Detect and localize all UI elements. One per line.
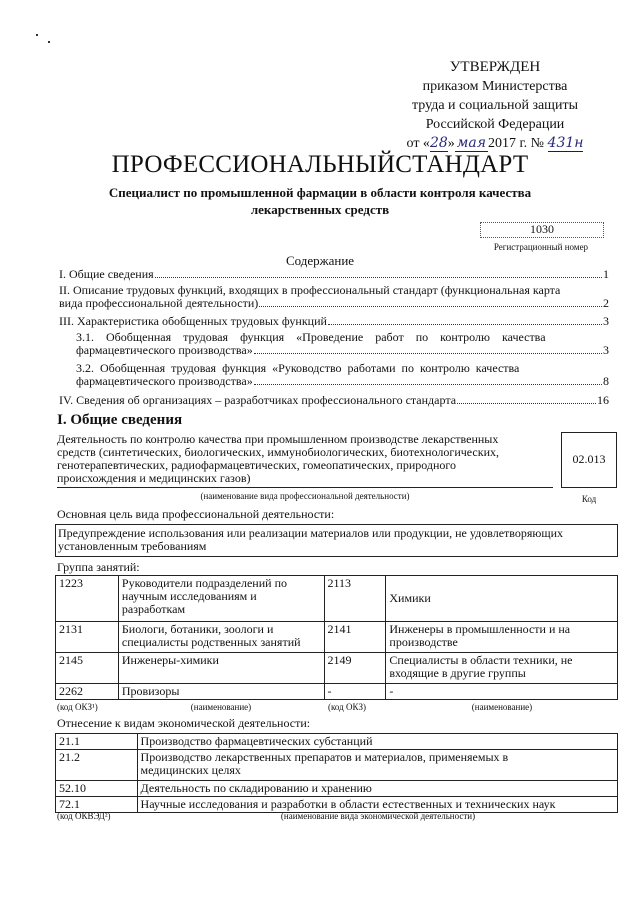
approval-number: 431н: [547, 135, 584, 151]
table-row: [56, 734, 618, 750]
goal-box: Предупреждение использования или реализации материалов или продукции, не удовлетворяющих установленным требованиям: [55, 524, 618, 557]
approval-title: УТВЕРЖДЕН: [449, 59, 541, 75]
scan-mark: [48, 41, 50, 43]
occ-code: 2113: [324, 576, 386, 622]
approval-line-2: труда и социальной защиты: [412, 98, 578, 113]
table-row: [56, 653, 618, 684]
occupations-label: Группа занятий:: [57, 560, 140, 574]
occ-code: 2131: [56, 622, 119, 653]
econ-name: Деятельность по складированию и хранению: [137, 781, 617, 797]
occ-caption-name: (наименование): [190, 702, 252, 712]
standard-subtitle-1: Специалист по промышленной фармации в области контроля качества: [108, 185, 532, 200]
occ-caption-name-2: (наименование): [471, 702, 533, 712]
econ-caption-code: (код ОКВЭД²): [57, 811, 111, 821]
occ-code: -: [324, 684, 386, 700]
occ-name: Биологи, ботаники, зоологи и специалисты родственных занятий: [118, 622, 324, 653]
occ-code: 2149: [324, 653, 386, 684]
occ-code: 2145: [56, 653, 119, 684]
table-row: [56, 684, 618, 700]
approval-line-1: приказом Министерства: [422, 79, 568, 94]
econ-table: [55, 733, 618, 813]
standard-subtitle-2: лекарственных средств: [250, 202, 390, 217]
occ-code: 1223: [56, 576, 119, 622]
approval-date: от «28» мая 2017 г. № 431н: [406, 135, 584, 151]
occ-code: 2141: [324, 622, 386, 653]
econ-name: Производство лекарственных препаратов и материалов, применяемых в медицинских целях: [137, 750, 617, 781]
standard-title: ПРОФЕССИОНАЛЬНЫЙСТАНДАРТ: [111, 151, 529, 178]
toc-item[interactable]: 3.1. Обобщенная трудовая функция «Проведение работ по контролю качества фармацевтического производства» 3: [76, 330, 609, 357]
occ-name: Химики: [386, 576, 618, 622]
approval-block: [390, 58, 600, 153]
occ-name: Руководители подразделений по научным исследованиям и разработкам: [118, 576, 324, 622]
toc-heading: Содержание: [285, 253, 355, 268]
goal-label: Основная цель вида профессиональной деятельности:: [57, 507, 335, 521]
activity-underline: [57, 487, 553, 488]
activity-caption: (наименование вида профессиональной деятельности): [200, 491, 410, 501]
toc-item[interactable]: II. Описание трудовых функций, входящих в профессиональный стандарт (функциональная карта вида профессиональной деятельности) 2: [59, 283, 609, 310]
approval-line-3: Российской Федерации: [425, 117, 565, 132]
reg-label: Регистрационный номер: [493, 242, 589, 252]
reg-number: 1030: [480, 222, 604, 238]
econ-code: 21.2: [56, 750, 138, 781]
code-caption: Код: [581, 494, 597, 504]
econ-code: 21.1: [56, 734, 138, 750]
occ-caption-code: (код ОКЗ¹): [57, 702, 98, 712]
occ-name: Инженеры-химики: [118, 653, 324, 684]
econ-code: 72.1: [56, 797, 138, 813]
econ-caption-name: (наименование вида экономической деятельности): [280, 811, 476, 821]
table-row: [56, 750, 618, 781]
occ-code: 2262: [56, 684, 119, 700]
occ-name: -: [386, 684, 618, 700]
table-row: [56, 576, 618, 622]
occ-name: Специалисты в области техники, не входящие в другие группы: [386, 653, 618, 684]
activity-code: 02.013: [561, 432, 617, 488]
scan-mark: [36, 34, 38, 36]
approval-month: мая: [456, 135, 486, 151]
table-row: [56, 781, 618, 797]
toc-item[interactable]: 3.2. Обобщенная трудовая функция «Руководство работами по контролю качества фармацевтического производства» 8: [76, 361, 609, 388]
occupations-table: [55, 575, 618, 700]
approval-day: 28: [429, 135, 448, 151]
econ-label: Отнесение к видам экономической деятельности:: [57, 716, 311, 730]
toc-item[interactable]: I. Общие сведения 1: [59, 267, 609, 281]
toc-item[interactable]: III. Характеристика обобщенных трудовых функций 3: [59, 314, 609, 328]
section-heading: I. Общие сведения: [57, 412, 183, 428]
table-row: [56, 622, 618, 653]
occ-name: Провизоры: [118, 684, 324, 700]
toc-item[interactable]: IV. Сведения об организациях – разработчиках профессионального стандарта 16: [59, 393, 609, 407]
occ-caption-code-2: (код ОКЗ): [328, 702, 366, 712]
activity-name: Деятельность по контролю качества при промышленном производстве лекарственных средств (синтетических, биологических, иммунобиологических, биотехнологических, генотерапевтических, радиофармацевтических, гомеопатических, природного происхождения и медицинских газов): [57, 432, 500, 485]
econ-code: 52.10: [56, 781, 138, 797]
econ-name: Производство фармацевтических субстанций: [137, 734, 617, 750]
occ-name: Инженеры в промышленности и на производстве: [386, 622, 618, 653]
econ-name: Научные исследования и разработки в области естественных и технических наук: [137, 797, 617, 813]
